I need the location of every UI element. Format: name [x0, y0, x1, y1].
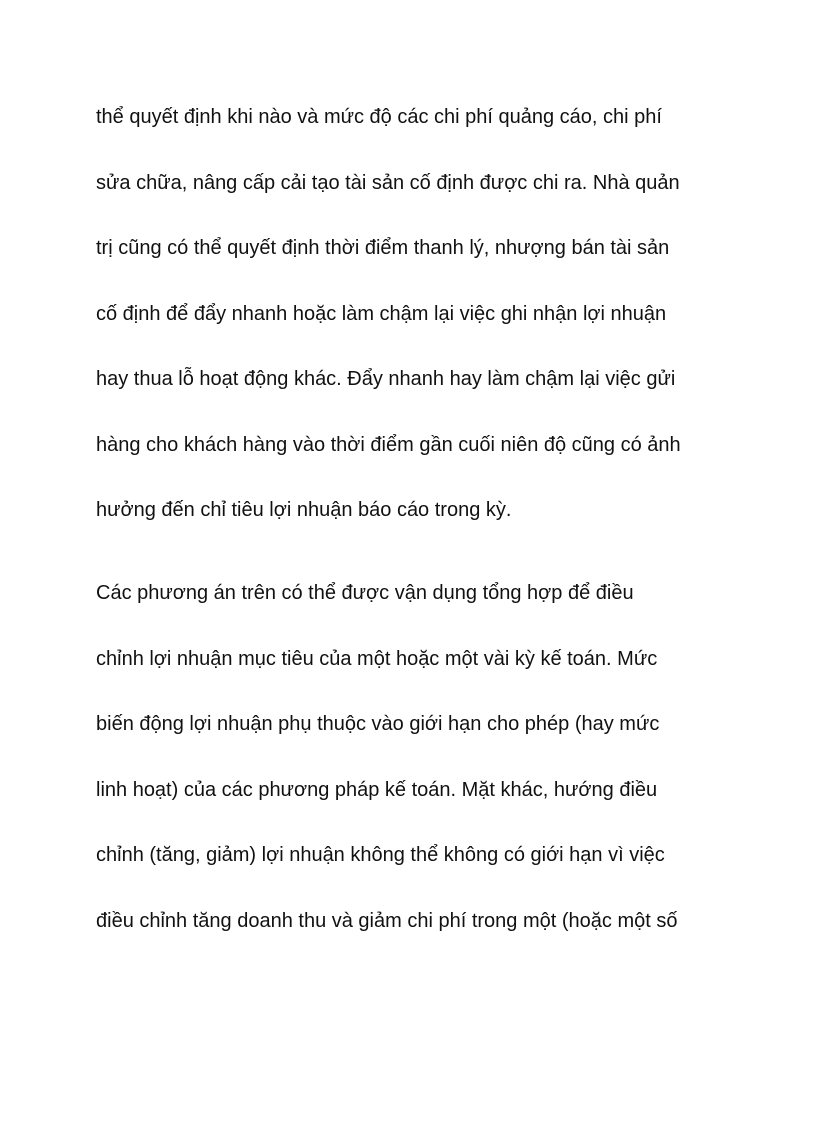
text-line: cố định để đẩy nhanh hoặc làm chậm lại việc ghi nhận lợi nhuận: [96, 302, 667, 325]
text-line: điều chỉnh tăng doanh thu và giảm chi phí trong một (hoặc một số: [96, 909, 678, 932]
text-line: chỉnh lợi nhuận mục tiêu của một hoặc một vài kỳ kế toán. Mức: [96, 647, 658, 670]
text-line: thể quyết định khi nào và mức độ các chi phí quảng cáo, chi phí: [96, 106, 662, 128]
text-line: chỉnh (tăng, giảm) lợi nhuận không thể không có giới hạn vì việc: [96, 844, 665, 866]
text-line: Các phương án trên có thể được vận dụng tổng hợp để điều: [96, 582, 634, 604]
text-line: hay thua lỗ hoạt động khác. Đẩy nhanh hay làm chậm lại việc gửi: [96, 368, 676, 390]
text-line: linh hoạt) của các phương pháp kế toán. Mặt khác, hướng điều: [96, 778, 658, 801]
paragraph-adjustment: [96, 561, 756, 954]
text-line: trị cũng có thể quyết định thời điểm thanh lý, nhượng bán tài sản: [96, 237, 670, 259]
text-line: hưởng đến chỉ tiêu lợi nhuận báo cáo trong kỳ.: [96, 499, 512, 521]
text-line: biến động lợi nhuận phụ thuộc vào giới hạn cho phép (hay mức: [96, 713, 660, 735]
text-line: hàng cho khách hàng vào thời điểm gần cuối niên độ cũng có ảnh: [96, 433, 681, 456]
text-line: sửa chữa, nâng cấp cải tạo tài sản cố định được chi ra. Nhà quản: [96, 171, 680, 194]
paragraph-continued: [96, 85, 756, 544]
